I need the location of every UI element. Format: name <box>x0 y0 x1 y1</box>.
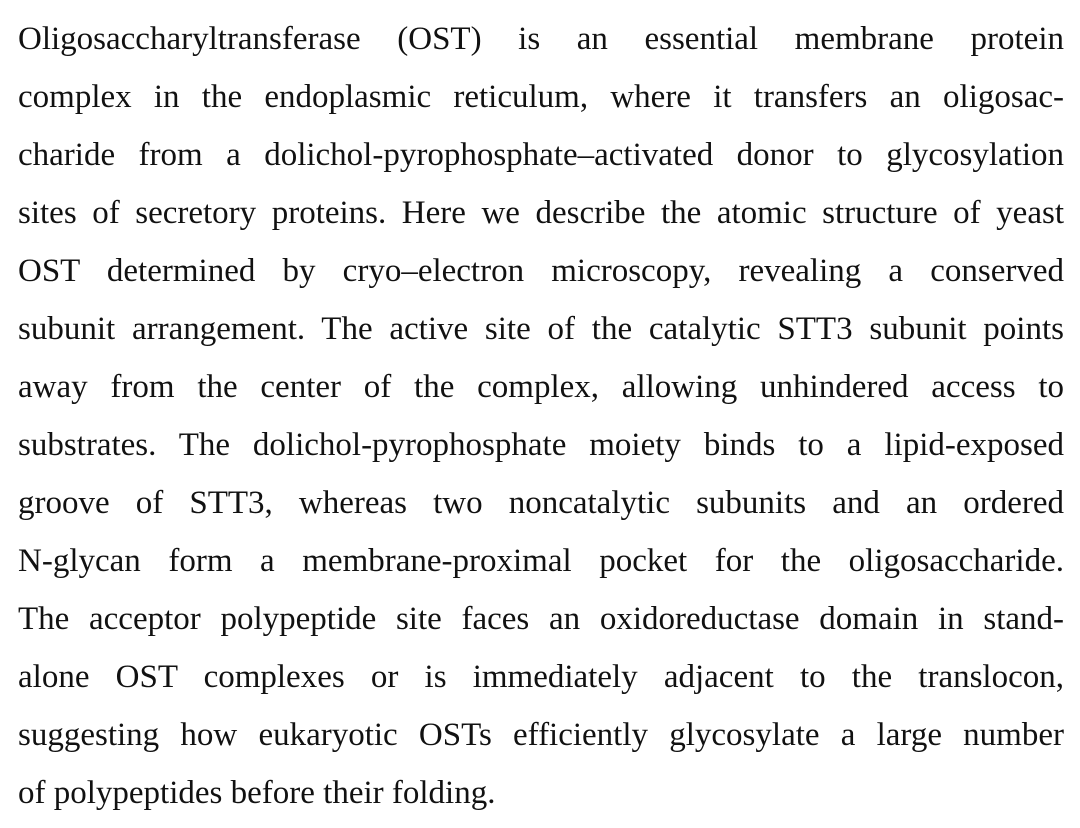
abstract-line: alone OST complexes or is immediately adjacent to the translocon, <box>18 659 1064 695</box>
abstract-line: of polypeptides before their folding. <box>18 775 496 811</box>
abstract-line: complex in the endoplasmic reticulum, where it transfers an oligosac- <box>18 79 1064 115</box>
abstract-line: The acceptor polypeptide site faces an oxidoreductase domain in stand- <box>18 601 1064 637</box>
abstract-line: charide from a dolichol-pyrophosphate–activated donor to glycosylation <box>18 137 1064 173</box>
abstract-line: groove of STT3, whereas two noncatalytic subunits and an ordered <box>18 485 1064 521</box>
abstract-line: substrates. The dolichol-pyrophosphate moiety binds to a lipid-exposed <box>18 427 1064 463</box>
abstract-line: subunit arrangement. The active site of the catalytic STT3 subunit points <box>18 311 1064 347</box>
abstract-line: N-glycan form a membrane-proximal pocket for the oligosaccharide. <box>18 543 1064 579</box>
abstract-line: Oligosaccharyltransferase (OST) is an essential membrane protein <box>18 21 1064 57</box>
abstract-line: OST determined by cryo–electron microscopy, revealing a conserved <box>18 253 1064 289</box>
abstract-line: away from the center of the complex, allowing unhindered access to <box>18 369 1064 405</box>
abstract-line: suggesting how eukaryotic OSTs efficiently glycosylate a large number <box>18 717 1064 753</box>
abstract-line: sites of secretory proteins. Here we describe the atomic structure of yeast <box>18 195 1064 231</box>
